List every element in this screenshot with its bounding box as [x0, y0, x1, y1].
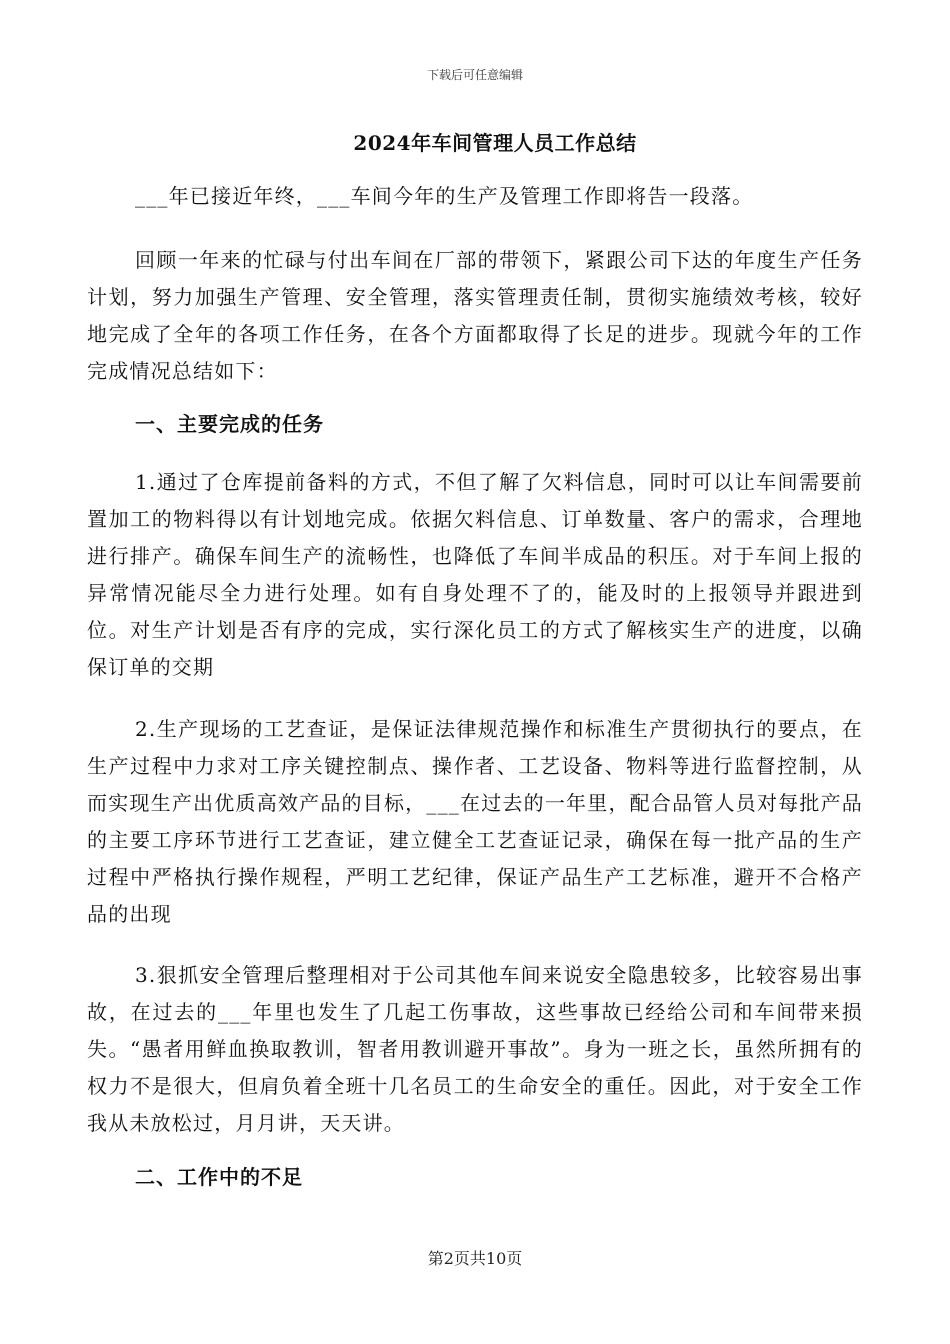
task-item-2: 2.生产现场的工艺查证，是保证法律规范操作和标准生产贯彻执行的要点，在生产过程中力求对工序关键控制点、操作者、工艺设备、物料等进行监督控制，从而实现生产出优质高效产品的目标，___在过去的一年里，配合品管人员对每批产品的主要工序环节进行工艺查证，建立健全工艺查证记录，确保在每一批产品的生产过程中严格执行操作规程，严明工艺纪律，保证产品生产工艺标准，避开不合格产品的出现 [87, 717, 863, 926]
section-2-heading: 二、工作中的不足 [135, 1165, 303, 1189]
intro-paragraph-1: ___年已接近年终，___车间今年的生产及管理工作即将告一段落。 [135, 184, 754, 208]
section-1-heading: 一、主要完成的任务 [135, 412, 324, 436]
intro-paragraph-2: 回顾一年来的忙碌与付出车间在厂部的带领下，紧跟公司下达的年度生产任务计划，努力加强生产管理、安全管理，落实管理责任制，贯彻实施绩效考核，较好地完成了全年的各项工作任务，在各个方面都取得了长足的进步。现就今年的工作完成情况总结如下： [87, 248, 863, 383]
task-item-3: 3.狠抓安全管理后整理相对于公司其他车间来说安全隐患较多，比较容易出事故，在过去的___年里也发生了几起工伤事故，这些事故已经给公司和车间带来损失。“愚者用鲜血换取教训，智者用教训避开事故”。身为一班之长，虽然所拥有的权力不是很大，但肩负着全班十几名员工的生命安全的重任。因此，对于安全工作我从未放松过，月月讲，天天讲。 [87, 963, 863, 1135]
document-title: 2024年车间管理人员工作总结 [353, 131, 637, 155]
page-number: 第2页共10页 [427, 1249, 523, 1268]
task-item-1: 1.通过了仓库提前备料的方式，不但了解了欠料信息，同时可以让车间需要前置加工的物料得以有计划地完成。依据欠料信息、订单数量、客户的需求，合理地进行排产。确保车间生产的流畅性，也降低了车间半成品的积压。对于车间上报的异常情况能尽全力进行处理。如有自身处理不了的，能及时的上报领导并跟进到位。对生产计划是否有序的完成，实行深化员工的方式了解核实生产的进度，以确保订单的交期 [87, 470, 863, 679]
header-note: 下载后可任意编辑 [426, 68, 523, 82]
